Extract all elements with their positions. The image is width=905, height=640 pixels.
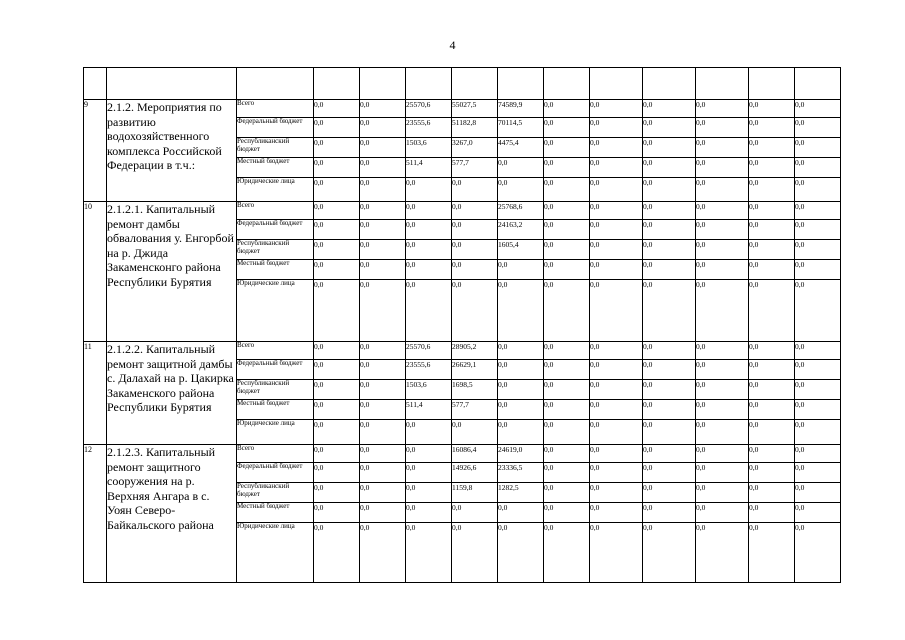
value-cell: 0,0 bbox=[544, 240, 590, 260]
value-cell: 0,0 bbox=[544, 202, 590, 220]
value-cell: 0,0 bbox=[643, 445, 696, 463]
value-cell: 0,0 bbox=[696, 523, 749, 583]
funding-source: Местный бюджет bbox=[237, 400, 314, 420]
value-cell: 0,0 bbox=[749, 178, 795, 202]
value-cell: 0,0 bbox=[590, 158, 643, 178]
value-cell: 0,0 bbox=[590, 523, 643, 583]
value-cell: 0,0 bbox=[544, 100, 590, 118]
value-cell: 0,0 bbox=[498, 280, 544, 342]
value-cell: 0,0 bbox=[406, 220, 452, 240]
value-cell: 0,0 bbox=[643, 360, 696, 380]
table-row bbox=[84, 100, 841, 118]
value-cell: 0,0 bbox=[643, 280, 696, 342]
value-cell: 0,0 bbox=[406, 202, 452, 220]
value-cell: 0,0 bbox=[314, 280, 360, 342]
value-cell: 0,0 bbox=[590, 118, 643, 138]
value-cell: 0,0 bbox=[795, 445, 841, 463]
value-cell: 0,0 bbox=[544, 260, 590, 280]
value-cell: 0,0 bbox=[314, 100, 360, 118]
value-cell: 0,0 bbox=[498, 178, 544, 202]
value-cell: 0,0 bbox=[314, 380, 360, 400]
funding-source: Юридические лица bbox=[237, 280, 314, 342]
header-cell bbox=[795, 68, 841, 100]
value-cell: 0,0 bbox=[749, 100, 795, 118]
value-cell: 0,0 bbox=[360, 360, 406, 380]
value-cell: 0,0 bbox=[696, 400, 749, 420]
value-cell: 3267,0 bbox=[452, 138, 498, 158]
value-cell: 74589,9 bbox=[498, 100, 544, 118]
value-cell: 577,7 bbox=[452, 158, 498, 178]
value-cell: 0,0 bbox=[314, 118, 360, 138]
value-cell: 0,0 bbox=[749, 420, 795, 445]
value-cell: 23336,5 bbox=[498, 463, 544, 483]
value-cell: 0,0 bbox=[795, 503, 841, 523]
value-cell: 0,0 bbox=[360, 400, 406, 420]
value-cell: 0,0 bbox=[749, 342, 795, 360]
value-cell: 0,0 bbox=[749, 503, 795, 523]
table-header-row bbox=[84, 68, 841, 100]
value-cell: 28905,2 bbox=[452, 342, 498, 360]
value-cell: 0,0 bbox=[696, 260, 749, 280]
value-cell: 0,0 bbox=[544, 178, 590, 202]
header-cell bbox=[696, 68, 749, 100]
value-cell: 0,0 bbox=[696, 483, 749, 503]
value-cell: 0,0 bbox=[643, 260, 696, 280]
value-cell: 0,0 bbox=[590, 400, 643, 420]
value-cell: 0,0 bbox=[314, 483, 360, 503]
value-cell: 0,0 bbox=[749, 158, 795, 178]
value-cell: 0,0 bbox=[795, 240, 841, 260]
value-cell: 0,0 bbox=[544, 280, 590, 342]
value-cell: 0,0 bbox=[749, 118, 795, 138]
value-cell: 14926,6 bbox=[452, 463, 498, 483]
funding-source: Юридические лица bbox=[237, 420, 314, 445]
funding-source: Республиканский бюджет bbox=[237, 138, 314, 158]
value-cell: 0,0 bbox=[314, 400, 360, 420]
value-cell: 0,0 bbox=[544, 342, 590, 360]
value-cell: 0,0 bbox=[696, 118, 749, 138]
value-cell: 0,0 bbox=[360, 240, 406, 260]
value-cell: 0,0 bbox=[696, 202, 749, 220]
value-cell: 0,0 bbox=[360, 260, 406, 280]
funding-source: Юридические лица bbox=[237, 523, 314, 583]
value-cell: 51182,8 bbox=[452, 118, 498, 138]
table-row bbox=[84, 202, 841, 220]
value-cell: 25570,6 bbox=[406, 342, 452, 360]
value-cell: 0,0 bbox=[590, 445, 643, 463]
value-cell: 0,0 bbox=[406, 178, 452, 202]
funding-source: Местный бюджет bbox=[237, 260, 314, 280]
value-cell: 0,0 bbox=[314, 360, 360, 380]
value-cell: 0,0 bbox=[795, 202, 841, 220]
activity-title: 2.1.2.2. Капитальный ремонт защитной дамбы с. Далахай на р. Цакирка Закаменского района Республики Бурятия bbox=[107, 342, 237, 445]
row-number: 12 bbox=[84, 445, 107, 583]
activity-title: 2.1.2. Мероприятия по развитию водохозяйственного комплекса Российской Федерации в т.ч.: bbox=[107, 100, 237, 202]
value-cell: 0,0 bbox=[590, 463, 643, 483]
value-cell: 0,0 bbox=[314, 260, 360, 280]
value-cell: 0,0 bbox=[498, 503, 544, 523]
activity-title: 2.1.2.1. Капитальный ремонт дамбы обвалования у. Енгорбой на р. Джида Закаменсконго района Республики Бурятия bbox=[107, 202, 237, 342]
value-cell: 0,0 bbox=[749, 202, 795, 220]
funding-source: Федеральный бюджет bbox=[237, 360, 314, 380]
funding-source: Республиканский бюджет bbox=[237, 483, 314, 503]
value-cell: 0,0 bbox=[643, 158, 696, 178]
header-cell bbox=[452, 68, 498, 100]
value-cell: 0,0 bbox=[749, 260, 795, 280]
value-cell: 0,0 bbox=[643, 220, 696, 240]
value-cell: 0,0 bbox=[314, 240, 360, 260]
value-cell: 0,0 bbox=[643, 380, 696, 400]
value-cell: 0,0 bbox=[360, 280, 406, 342]
value-cell: 511,4 bbox=[406, 158, 452, 178]
value-cell: 0,0 bbox=[590, 342, 643, 360]
value-cell: 0,0 bbox=[749, 240, 795, 260]
value-cell: 0,0 bbox=[452, 260, 498, 280]
value-cell: 0,0 bbox=[643, 463, 696, 483]
value-cell: 0,0 bbox=[360, 220, 406, 240]
value-cell: 0,0 bbox=[498, 260, 544, 280]
value-cell: 0,0 bbox=[452, 240, 498, 260]
value-cell: 26629,1 bbox=[452, 360, 498, 380]
value-cell: 0,0 bbox=[406, 503, 452, 523]
budget-table bbox=[83, 67, 841, 583]
value-cell: 0,0 bbox=[696, 138, 749, 158]
value-cell: 0,0 bbox=[696, 178, 749, 202]
funding-source: Всего bbox=[237, 202, 314, 220]
value-cell: 0,0 bbox=[643, 118, 696, 138]
value-cell: 1159,8 bbox=[452, 483, 498, 503]
value-cell: 0,0 bbox=[643, 342, 696, 360]
value-cell: 0,0 bbox=[590, 178, 643, 202]
value-cell: 0,0 bbox=[544, 445, 590, 463]
value-cell: 0,0 bbox=[360, 342, 406, 360]
value-cell: 0,0 bbox=[406, 260, 452, 280]
funding-source: Республиканский бюджет bbox=[237, 240, 314, 260]
value-cell: 0,0 bbox=[498, 342, 544, 360]
value-cell: 0,0 bbox=[795, 220, 841, 240]
value-cell: 0,0 bbox=[749, 138, 795, 158]
funding-source: Всего bbox=[237, 445, 314, 463]
value-cell: 0,0 bbox=[590, 100, 643, 118]
value-cell: 0,0 bbox=[749, 380, 795, 400]
value-cell: 0,0 bbox=[795, 463, 841, 483]
row-number: 11 bbox=[84, 342, 107, 445]
value-cell: 0,0 bbox=[590, 360, 643, 380]
value-cell: 0,0 bbox=[696, 380, 749, 400]
value-cell: 0,0 bbox=[795, 118, 841, 138]
value-cell: 0,0 bbox=[749, 360, 795, 380]
value-cell: 0,0 bbox=[406, 240, 452, 260]
value-cell: 0,0 bbox=[590, 420, 643, 445]
value-cell: 0,0 bbox=[749, 220, 795, 240]
value-cell: 0,0 bbox=[544, 523, 590, 583]
value-cell: 0,0 bbox=[749, 523, 795, 583]
activity-title: 2.1.2.3. Капитальный ремонт защитного сооружения на р. Верхняя Ангара в с. Уоян Северо-Байкальского района bbox=[107, 445, 237, 583]
value-cell: 0,0 bbox=[696, 220, 749, 240]
value-cell: 0,0 bbox=[314, 420, 360, 445]
header-cell bbox=[406, 68, 452, 100]
value-cell: 0,0 bbox=[795, 342, 841, 360]
value-cell: 23555,6 bbox=[406, 360, 452, 380]
value-cell: 0,0 bbox=[544, 360, 590, 380]
value-cell: 0,0 bbox=[749, 280, 795, 342]
value-cell: 0,0 bbox=[643, 240, 696, 260]
value-cell: 0,0 bbox=[795, 380, 841, 400]
header-cell bbox=[590, 68, 643, 100]
value-cell: 0,0 bbox=[406, 280, 452, 342]
table-body bbox=[84, 68, 841, 583]
value-cell: 0,0 bbox=[452, 523, 498, 583]
value-cell: 0,0 bbox=[696, 503, 749, 523]
value-cell: 0,0 bbox=[406, 523, 452, 583]
value-cell: 1698,5 bbox=[452, 380, 498, 400]
value-cell: 0,0 bbox=[795, 158, 841, 178]
value-cell: 0,0 bbox=[314, 503, 360, 523]
value-cell: 0,0 bbox=[590, 380, 643, 400]
value-cell: 0,0 bbox=[590, 220, 643, 240]
value-cell: 0,0 bbox=[406, 483, 452, 503]
value-cell: 0,0 bbox=[643, 420, 696, 445]
value-cell: 0,0 bbox=[314, 202, 360, 220]
value-cell: 4475,4 bbox=[498, 138, 544, 158]
value-cell: 0,0 bbox=[314, 178, 360, 202]
value-cell: 0,0 bbox=[544, 220, 590, 240]
value-cell: 0,0 bbox=[452, 280, 498, 342]
value-cell: 0,0 bbox=[643, 400, 696, 420]
value-cell: 0,0 bbox=[544, 380, 590, 400]
value-cell: 0,0 bbox=[590, 483, 643, 503]
value-cell: 0,0 bbox=[360, 523, 406, 583]
value-cell: 0,0 bbox=[406, 420, 452, 445]
value-cell: 0,0 bbox=[498, 380, 544, 400]
value-cell: 0,0 bbox=[643, 503, 696, 523]
value-cell: 0,0 bbox=[360, 380, 406, 400]
value-cell: 1605,4 bbox=[498, 240, 544, 260]
funding-source: Республиканский бюджет bbox=[237, 380, 314, 400]
value-cell: 0,0 bbox=[314, 523, 360, 583]
value-cell: 0,0 bbox=[643, 138, 696, 158]
value-cell: 16086,4 bbox=[452, 445, 498, 463]
value-cell: 0,0 bbox=[452, 202, 498, 220]
funding-source: Всего bbox=[237, 100, 314, 118]
header-cell bbox=[643, 68, 696, 100]
value-cell: 25768,6 bbox=[498, 202, 544, 220]
page-number: 4 bbox=[449, 38, 456, 52]
value-cell: 55027,5 bbox=[452, 100, 498, 118]
value-cell: 0,0 bbox=[544, 483, 590, 503]
value-cell: 0,0 bbox=[795, 483, 841, 503]
value-cell: 0,0 bbox=[749, 483, 795, 503]
value-cell: 0,0 bbox=[696, 342, 749, 360]
value-cell: 0,0 bbox=[314, 445, 360, 463]
value-cell: 0,0 bbox=[590, 202, 643, 220]
value-cell: 0,0 bbox=[696, 100, 749, 118]
value-cell: 0,0 bbox=[696, 158, 749, 178]
value-cell: 0,0 bbox=[590, 260, 643, 280]
value-cell: 0,0 bbox=[544, 400, 590, 420]
value-cell: 0,0 bbox=[452, 503, 498, 523]
funding-source: Местный бюджет bbox=[237, 503, 314, 523]
value-cell: 0,0 bbox=[795, 400, 841, 420]
value-cell: 0,0 bbox=[696, 360, 749, 380]
value-cell: 0,0 bbox=[314, 138, 360, 158]
header-cell bbox=[544, 68, 590, 100]
header-cell bbox=[107, 68, 237, 100]
value-cell: 0,0 bbox=[360, 445, 406, 463]
value-cell: 0,0 bbox=[590, 240, 643, 260]
value-cell: 0,0 bbox=[360, 100, 406, 118]
value-cell: 0,0 bbox=[360, 463, 406, 483]
funding-source: Федеральный бюджет bbox=[237, 463, 314, 483]
value-cell: 0,0 bbox=[314, 158, 360, 178]
value-cell: 511,4 bbox=[406, 400, 452, 420]
value-cell: 0,0 bbox=[643, 523, 696, 583]
value-cell: 0,0 bbox=[590, 280, 643, 342]
value-cell: 0,0 bbox=[544, 138, 590, 158]
value-cell: 1282,5 bbox=[498, 483, 544, 503]
value-cell: 0,0 bbox=[544, 158, 590, 178]
value-cell: 0,0 bbox=[749, 400, 795, 420]
value-cell: 0,0 bbox=[360, 118, 406, 138]
value-cell: 0,0 bbox=[498, 158, 544, 178]
value-cell: 0,0 bbox=[696, 420, 749, 445]
value-cell: 0,0 bbox=[498, 420, 544, 445]
value-cell: 0,0 bbox=[643, 100, 696, 118]
value-cell: 0,0 bbox=[795, 260, 841, 280]
value-cell: 0,0 bbox=[406, 463, 452, 483]
value-cell: 0,0 bbox=[696, 280, 749, 342]
value-cell: 0,0 bbox=[795, 138, 841, 158]
value-cell: 23555,6 bbox=[406, 118, 452, 138]
funding-source: Юридические лица bbox=[237, 178, 314, 202]
funding-source: Местный бюджет bbox=[237, 158, 314, 178]
value-cell: 0,0 bbox=[795, 100, 841, 118]
value-cell: 0,0 bbox=[643, 483, 696, 503]
header-cell bbox=[84, 68, 107, 100]
value-cell: 0,0 bbox=[360, 420, 406, 445]
header-cell bbox=[360, 68, 406, 100]
header-cell bbox=[498, 68, 544, 100]
funding-source: Всего bbox=[237, 342, 314, 360]
value-cell: 0,0 bbox=[590, 138, 643, 158]
value-cell: 0,0 bbox=[314, 463, 360, 483]
value-cell: 0,0 bbox=[544, 503, 590, 523]
value-cell: 1503,6 bbox=[406, 138, 452, 158]
value-cell: 0,0 bbox=[749, 445, 795, 463]
value-cell: 0,0 bbox=[360, 158, 406, 178]
value-cell: 0,0 bbox=[696, 240, 749, 260]
value-cell: 0,0 bbox=[498, 523, 544, 583]
header-cell bbox=[314, 68, 360, 100]
value-cell: 0,0 bbox=[544, 463, 590, 483]
value-cell: 0,0 bbox=[452, 178, 498, 202]
funding-source: Федеральный бюджет bbox=[237, 118, 314, 138]
value-cell: 0,0 bbox=[314, 220, 360, 240]
value-cell: 577,7 bbox=[452, 400, 498, 420]
value-cell: 0,0 bbox=[795, 420, 841, 445]
value-cell: 0,0 bbox=[452, 220, 498, 240]
table-row bbox=[84, 342, 841, 360]
value-cell: 24619,0 bbox=[498, 445, 544, 463]
value-cell: 25570,6 bbox=[406, 100, 452, 118]
value-cell: 0,0 bbox=[360, 503, 406, 523]
value-cell: 0,0 bbox=[498, 360, 544, 380]
value-cell: 0,0 bbox=[314, 342, 360, 360]
value-cell: 1503,6 bbox=[406, 380, 452, 400]
value-cell: 0,0 bbox=[749, 463, 795, 483]
value-cell: 0,0 bbox=[590, 503, 643, 523]
value-cell: 70114,5 bbox=[498, 118, 544, 138]
header-cell bbox=[237, 68, 314, 100]
value-cell: 0,0 bbox=[360, 138, 406, 158]
value-cell: 0,0 bbox=[406, 445, 452, 463]
value-cell: 0,0 bbox=[795, 360, 841, 380]
value-cell: 0,0 bbox=[360, 483, 406, 503]
funding-source: Федеральный бюджет bbox=[237, 220, 314, 240]
value-cell: 0,0 bbox=[498, 400, 544, 420]
row-number: 9 bbox=[84, 100, 107, 202]
row-number: 10 bbox=[84, 202, 107, 342]
value-cell: 0,0 bbox=[544, 420, 590, 445]
value-cell: 0,0 bbox=[643, 202, 696, 220]
value-cell: 0,0 bbox=[795, 523, 841, 583]
value-cell: 0,0 bbox=[795, 178, 841, 202]
value-cell: 0,0 bbox=[696, 445, 749, 463]
value-cell: 0,0 bbox=[696, 463, 749, 483]
value-cell: 0,0 bbox=[643, 178, 696, 202]
value-cell: 0,0 bbox=[795, 280, 841, 342]
value-cell: 0,0 bbox=[452, 420, 498, 445]
header-cell bbox=[749, 68, 795, 100]
value-cell: 0,0 bbox=[360, 202, 406, 220]
value-cell: 0,0 bbox=[360, 178, 406, 202]
value-cell: 0,0 bbox=[544, 118, 590, 138]
value-cell: 24163,2 bbox=[498, 220, 544, 240]
table-row bbox=[84, 445, 841, 463]
